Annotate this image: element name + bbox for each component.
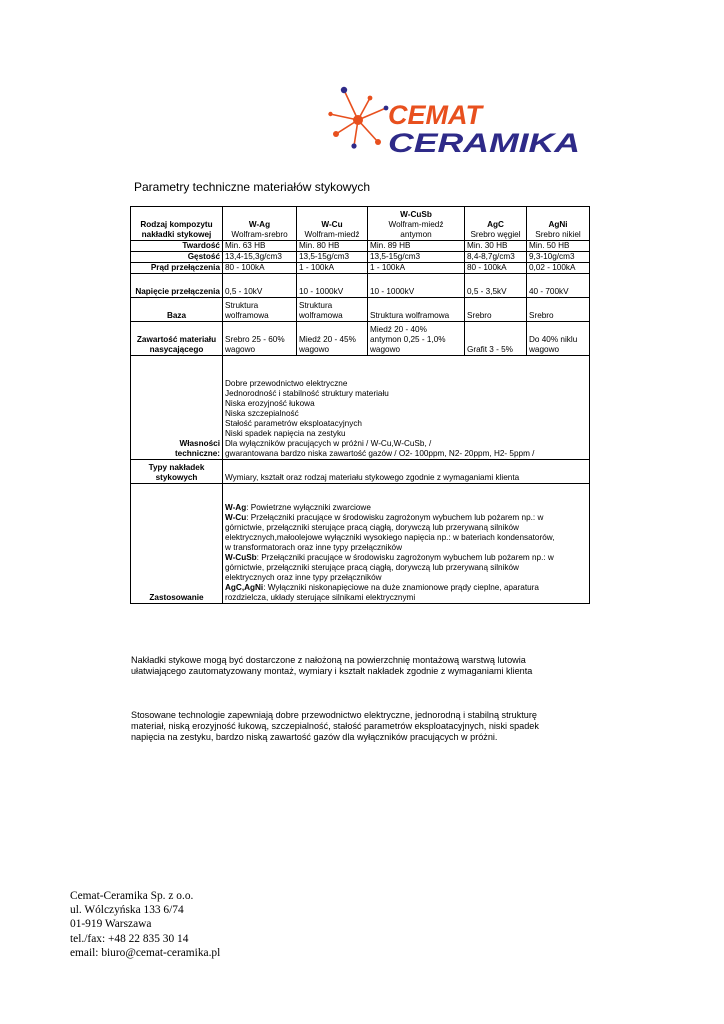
table-row-zastosowanie bbox=[131, 484, 590, 604]
table-cell: 0,02 - 100kA bbox=[527, 263, 590, 274]
paragraph-solder-layer: Nakładki stykowe mogą być dostarczone z nałożoną na powierzchnię montażową warstwą lutowia ułatwiającego zautomatyzowany montaż, wymiary i kształt nakładek zgodnie z wymaganiami klienta bbox=[131, 655, 533, 676]
header-col-w-cusb: W-CuSb Wolfram-miedź antymon bbox=[368, 207, 465, 241]
logo-word-cemat: CEMAT bbox=[388, 100, 482, 130]
header-col-w-cu: W-Cu Wolfram-miedź bbox=[297, 207, 368, 241]
property-line: Niska erozyjność łukowa bbox=[225, 399, 315, 408]
property-line: Dobre przewodnictwo elektryczne bbox=[225, 379, 348, 388]
table-row-wlasnosci bbox=[131, 356, 590, 460]
table-cell: Srebro 25 - 60% wagowo bbox=[223, 322, 297, 356]
paragraph-technology: Stosowane technologie zapewniają dobre przewodnictwo elektryczne, jednorodną i stabilną strukturę materiał, niską erozyjność łukową, szczepialność, stałość parametrów eksploatacyjnych, niski spadek napięcia na zestyku, bardzo niską zawartość gazów dla wyłączników pracujących w próżni. bbox=[131, 710, 539, 742]
company-logo bbox=[328, 84, 584, 154]
row-label: Prąd przełączenia bbox=[131, 263, 223, 274]
company-name: Cemat-Ceramika Sp. z o.o. bbox=[70, 890, 194, 902]
usage-line: W-Cu: Przełączniki pracujące w środowisku zagrożonym wybuchem lub pożarem np.: w bbox=[225, 513, 544, 522]
usage-line: w transformatorach oraz inne typy przełączników bbox=[225, 543, 403, 552]
property-line: Niska szczepialność bbox=[225, 409, 299, 418]
table-cell: Struktura wolframowa bbox=[223, 298, 297, 322]
usage-line: górnictwie, przełączniki sterujące pracą ciągłą, dorywczą lub przerywaną silników bbox=[225, 563, 519, 572]
postal-city: 01-919 Warszawa bbox=[70, 918, 152, 931]
properties-cell bbox=[223, 356, 590, 460]
table-cell: Struktura wolframowa bbox=[368, 298, 465, 322]
table-cell: 0,5 - 3,5kV bbox=[465, 274, 527, 298]
table-cell: Miedź 20 - 45% wagowo bbox=[297, 322, 368, 356]
usage-line: elektrycznych oraz inne typy przełączników bbox=[225, 573, 382, 582]
table-cell: 0,5 - 10kV bbox=[223, 274, 297, 298]
usage-line: W-Ag: Powietrzne wyłączniki zwarciowe bbox=[225, 503, 371, 512]
table-cell: 10 - 1000kV bbox=[297, 274, 368, 298]
table-cell: 1 - 100kA bbox=[297, 263, 368, 274]
table-cell: Srebro bbox=[465, 298, 527, 322]
table-cell: Struktura wolframowa bbox=[297, 298, 368, 322]
table-header-row bbox=[131, 207, 590, 241]
header-col-w-ag: W-Ag Wolfram-srebro bbox=[223, 207, 297, 241]
header-col-agc: AgC Srebro węgiel bbox=[465, 207, 527, 241]
usage-line: elektrycznych,małoolejowe wyłączniki wysokiego napięcia np.: w bateriach kondensatorów, bbox=[225, 533, 555, 542]
types-cell: Wymiary, kształt oraz rodzaj materiału stykowego zgodnie z wymaganiami klienta bbox=[223, 460, 590, 484]
table-row-prad bbox=[131, 263, 590, 274]
table-cell: Min. 50 HB bbox=[527, 241, 590, 252]
row-label: Napięcie przełączenia bbox=[131, 274, 223, 298]
usage-line: rozdzielcza, układy sterujące silnikami elektrycznymi bbox=[225, 593, 416, 602]
row-label: Własności techniczne: bbox=[131, 356, 223, 460]
table-cell: 1 - 100kA bbox=[368, 263, 465, 274]
table-cell: 80 - 100kA bbox=[465, 263, 527, 274]
email-address: email: biuro@cemat-ceramika.pl bbox=[70, 946, 221, 959]
company-address bbox=[70, 889, 220, 960]
phone-fax: tel./fax: +48 22 835 30 14 bbox=[70, 932, 189, 945]
row-label: Typy nakładek stykowych bbox=[131, 460, 223, 484]
row-label: Baza bbox=[131, 298, 223, 322]
table-cell: 13,4-15,3g/cm3 bbox=[223, 252, 297, 263]
table-cell: Min. 80 HB bbox=[297, 241, 368, 252]
usage-line: W-CuSb: Przełączniki pracujące w środowisku zagrożonym wybuchem lub pożarem np.: w bbox=[225, 553, 554, 562]
table-cell: Srebro bbox=[527, 298, 590, 322]
table-cell: 13,5-15g/cm3 bbox=[368, 252, 465, 263]
table-row-twardosc bbox=[131, 241, 590, 252]
property-line: Dla wyłączników pracujących w próżni / W-Cu,W-CuSb, / bbox=[225, 439, 432, 448]
row-label: Zastosowanie bbox=[131, 484, 223, 604]
table-cell: 9,3-10g/cm3 bbox=[527, 252, 590, 263]
usage-line: górnictwie, przełączniki sterujące pracą ciągłą, dorywczą lub przerywaną silników bbox=[225, 523, 519, 532]
table-cell: 40 - 700kV bbox=[527, 274, 590, 298]
table-cell: Min. 30 HB bbox=[465, 241, 527, 252]
table-cell: 10 - 1000kV bbox=[368, 274, 465, 298]
row-label: Gęstość bbox=[131, 252, 223, 263]
table-cell: Do 40% niklu wagowo bbox=[527, 322, 590, 356]
property-line: Stałość parametrów eksploatacyjnych bbox=[225, 419, 362, 428]
table-row-napiecie bbox=[131, 274, 590, 298]
table-cell: Min. 63 HB bbox=[223, 241, 297, 252]
usage-line: AgC,AgNi: Wyłączniki niskonapięciowe na duże znamionowe prądy cieplne, aparatura bbox=[225, 583, 539, 592]
table-row-gestosc bbox=[131, 252, 590, 263]
property-line: Niski spadek napięcia na zestyku bbox=[225, 429, 346, 438]
row-label: Twardość bbox=[131, 241, 223, 252]
table-cell: 13,5-15g/cm3 bbox=[297, 252, 368, 263]
header-label-cell: Rodzaj kompozytu nakładki stykowej bbox=[131, 207, 223, 241]
materials-spec-table bbox=[130, 206, 590, 604]
table-cell: 80 - 100kA bbox=[223, 263, 297, 274]
table-cell: Grafit 3 - 5% bbox=[465, 322, 527, 356]
molecule-logo-graphic bbox=[328, 84, 584, 154]
table-cell: Miedź 20 - 40% antymon 0,25 - 1,0% wagowo bbox=[368, 322, 465, 356]
logo-word-ceramika: CERAMIKA bbox=[388, 128, 580, 154]
street-address: ul. Wólczyńska 133 6/74 bbox=[70, 904, 184, 917]
usage-cell bbox=[223, 484, 590, 604]
property-line: Jednorodność i stabilność struktury materiału bbox=[225, 389, 389, 398]
document-title: Parametry techniczne materiałów stykowych bbox=[134, 180, 371, 194]
property-line: gwarantowana bardzo niska zawartość gazów / O2- 100ppm, N2- 20ppm, H2- 5ppm / bbox=[225, 449, 535, 458]
table-cell: Min. 89 HB bbox=[368, 241, 465, 252]
header-col-agni: AgNi Srebro nikiel bbox=[527, 207, 590, 241]
table-row-zawartosc bbox=[131, 322, 590, 356]
table-row-baza bbox=[131, 298, 590, 322]
table-cell: 8,4-8,7g/cm3 bbox=[465, 252, 527, 263]
row-label: Zawartość materiału nasycającego bbox=[131, 322, 223, 356]
table-row-typy bbox=[131, 460, 590, 484]
